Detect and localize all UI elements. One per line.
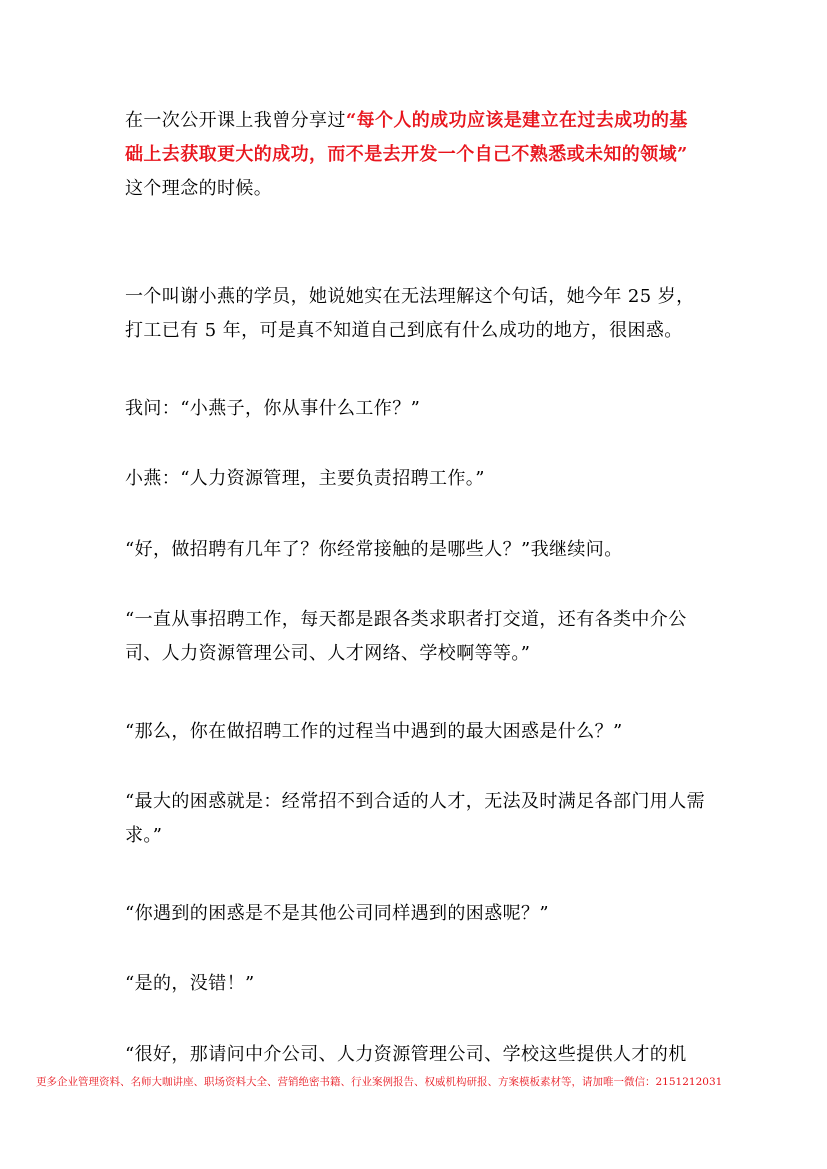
- footer-promo-text: 更多企业管理资料、名师大咖讲座、职场资料大全、营销绝密书籍、行业案例报告、权威机构研报、方案模板素材等，请加唯一微信：2151212031: [36, 1076, 723, 1088]
- paragraph-2: 一个叫谢小燕的学员，她说她实在无法理解这个句话，她今年 25 岁，打工已有 5 年，可是真不知道自己到底有什么成功的地方，很困惑。: [125, 286, 695, 341]
- paragraph-10: “是的，没错！”: [125, 973, 255, 994]
- paragraph-4: 小燕：“人力资源管理，主要负责招聘工作。”: [125, 468, 485, 489]
- paragraph-11: “很好，那请问中介公司、人力资源管理公司、学校这些提供人才的机: [125, 1044, 687, 1065]
- paragraph-1: [125, 104, 705, 206]
- paragraph-1-intro: 在一次公开课上我曾分享过: [125, 110, 346, 131]
- paragraph-7: “那么，你在做招聘工作的过程当中遇到的最大困惑是什么？”: [125, 721, 623, 742]
- paragraph-8: “最大的困惑就是：经常招不到合适的人才，无法及时满足各部门用人需求。”: [125, 791, 705, 846]
- paragraph-6: “一直从事招聘工作，每天都是跟各类求职者打交道，还有各类中介公司、人力资源管理公司、人才网络、学校啊等等。”: [125, 609, 687, 664]
- highlighted-quote: “每个人的成功应该是建立在过去成功的基础上去获取更大的成功，而不是去开发一个自己不熟悉或未知的领域”: [125, 110, 688, 165]
- paragraph-1-outro: 这个理念的时候。: [125, 178, 273, 199]
- paragraph-9: “你遇到的困惑是不是其他公司同样遇到的困惑呢？”: [125, 903, 550, 924]
- paragraph-3: 我问：“小燕子，你从事什么工作？”: [125, 398, 421, 419]
- paragraph-5: “好，做招聘有几年了？你经常接触的是哪些人？”我继续问。: [125, 539, 623, 560]
